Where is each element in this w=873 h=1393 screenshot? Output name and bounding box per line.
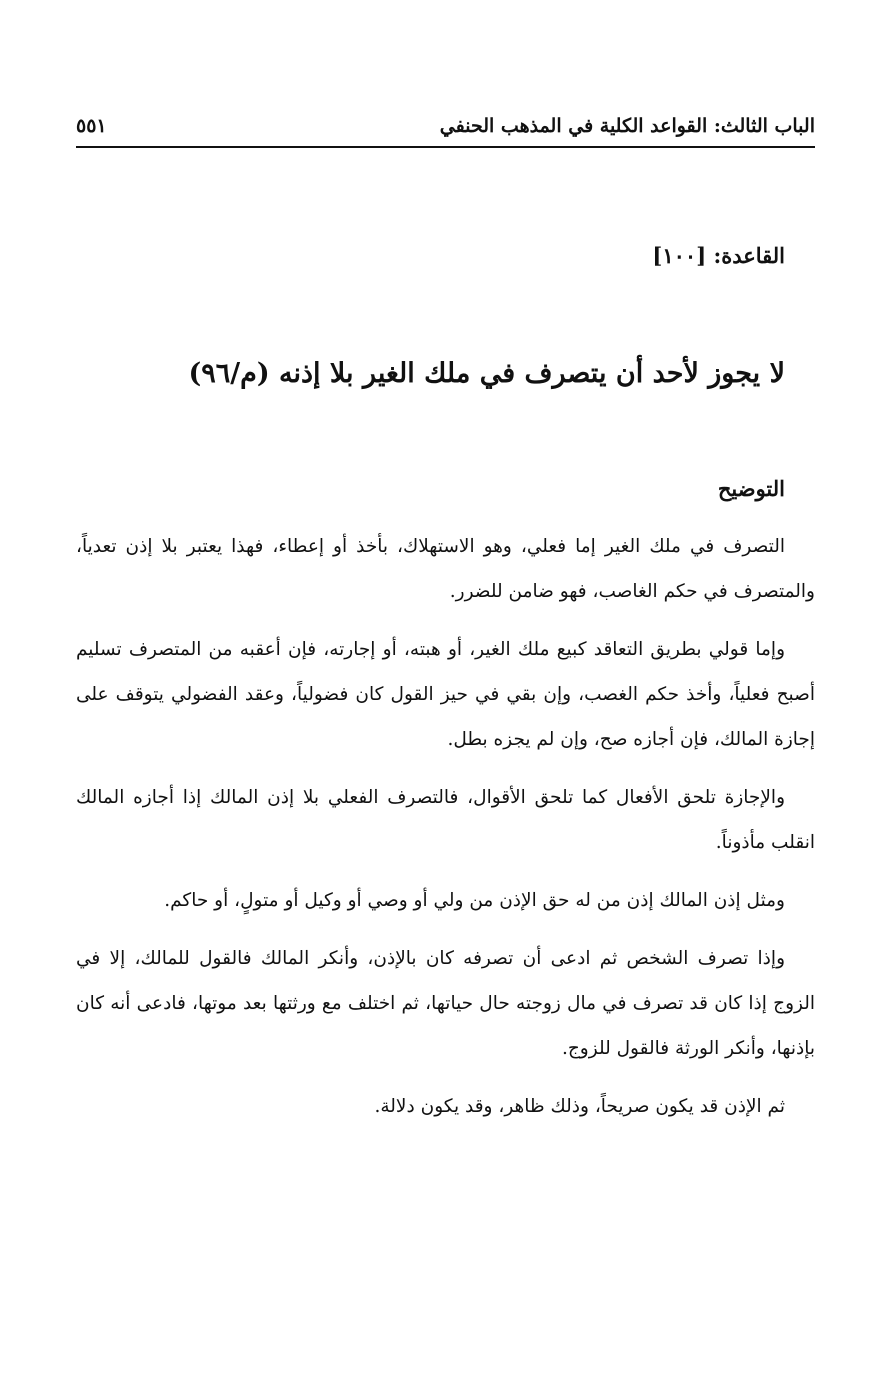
rule-label xyxy=(652,240,785,272)
page-number: ٥٥١ xyxy=(76,115,107,137)
paragraph: وإما قولي بطريق التعاقد كبيع ملك الغير، أو هبته، أو إجارته، فإن أعقبه من المتصرف تسليم أصبح فعلياً، وأخذ حكم الغصب، وإن بقي في حيز القول كان فضولياً، وعقد الفضولي يتوقف على إجازة المالك، فإن أجازه صح، وإن لم يجزه بطل. xyxy=(76,639,815,750)
paragraph: والإجازة تلحق الأفعال كما تلحق الأقوال، فالتصرف الفعلي بلا إذن المالك إذا أجازه المالك انقلب مأذوناً. xyxy=(76,787,815,853)
rule-label-text: القاعدة: xyxy=(713,243,785,268)
rule-number: [١٠٠] xyxy=(652,243,707,268)
running-header xyxy=(76,112,815,148)
paragraph: وإذا تصرف الشخص ثم ادعى أن تصرفه كان بالإذن، وأنكر المالك فالقول للمالك، إلا في الزوج إذا كان قد تصرف في مال زوجته حال حياتها، ثم اختلف مع ورثتها بعد موتها، فادعى أنه كان بإذنها، وأنكر الورثة فالقول للزوج. xyxy=(76,948,815,1059)
section-heading: التوضيح xyxy=(717,476,785,501)
paragraph: ثم الإذن قد يكون صريحاً، وذلك ظاهر، وقد يكون دلالة. xyxy=(374,1096,785,1117)
paragraph: التصرف في ملك الغير إما فعلي، وهو الاستهلاك، بأخذ أو إعطاء، فهذا يعتبر بلا إذن تعدياً، والمتصرف في حكم الغاصب، فهو ضامن للضرر. xyxy=(76,536,815,602)
running-title: الباب الثالث: القواعد الكلية في المذهب الحنفي xyxy=(439,115,815,137)
rule-title: لا يجوز لأحد أن يتصرف في ملك الغير بلا إذنه (م/٩٦) xyxy=(188,358,785,389)
explanation-body xyxy=(76,524,815,1142)
paragraph: ومثل إذن المالك إذن من له حق الإذن من ولي أو وصي أو وكيل أو متولٍ، أو حاكم. xyxy=(164,890,785,911)
